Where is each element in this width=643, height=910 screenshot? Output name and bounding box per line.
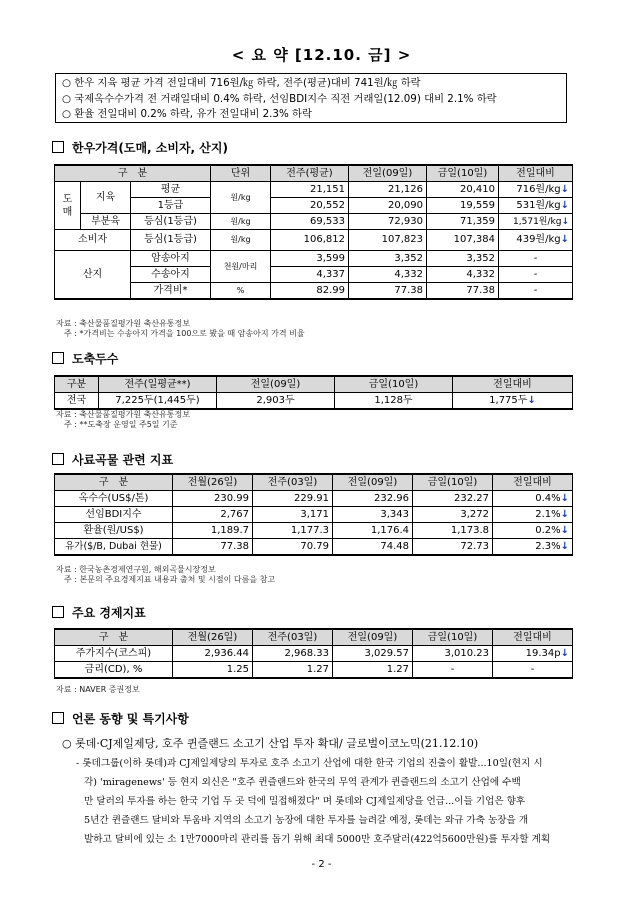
row-label: 유가($/B, Dubai 현물)	[55, 539, 173, 556]
change-cell	[493, 491, 573, 507]
header-cell: 금일(10일)	[413, 629, 493, 646]
table-row	[55, 539, 573, 556]
news-line: 발하고 달비에 있는 소 1만7000마리 관리를 돕기 위해 최대 5000만 호주달러(422억5600만원)를 투자할 계획	[84, 834, 551, 845]
value-cell: 7,225두(1,445두)	[99, 393, 217, 410]
down-arrow-icon: ↓	[560, 540, 569, 552]
header-cell: 구분	[55, 376, 99, 393]
header-cell: 전일대비	[493, 474, 573, 491]
table-header-row	[55, 165, 573, 182]
change-cell: -	[499, 283, 573, 300]
value-cell: 3,599	[271, 251, 349, 267]
table-row	[55, 662, 573, 679]
unit-cell: %	[211, 283, 271, 300]
header-cell: 금일(10일)	[427, 165, 499, 182]
value-cell: 77.38	[349, 283, 427, 300]
header-cell: 전일대비	[453, 376, 573, 393]
value-cell: 70.79	[253, 539, 333, 556]
feed-grain-table	[54, 473, 573, 556]
value-cell: 1,176.4	[333, 523, 413, 539]
value-cell: 2,767	[173, 507, 253, 523]
news-body	[76, 754, 571, 849]
down-arrow-icon: ↓	[560, 524, 569, 536]
summary-box	[55, 73, 567, 123]
row-label: 옥수수(US$/톤)	[55, 491, 173, 507]
value-cell: 230.99	[173, 491, 253, 507]
down-arrow-icon: ↓	[560, 183, 569, 195]
section-title: 주요 경제지표	[72, 606, 146, 620]
table-row	[55, 230, 573, 251]
carcass-label: 지육	[81, 182, 131, 214]
value-cell: 106,812	[271, 230, 349, 251]
section-heading-economy	[52, 604, 146, 621]
value-cell: 3,352	[349, 251, 427, 267]
value-cell: -	[413, 662, 493, 679]
header-cell: 전일대비	[499, 165, 573, 182]
value-cell: 3,010.23	[413, 646, 493, 662]
value-cell: 232.27	[413, 491, 493, 507]
change-cell	[493, 523, 573, 539]
footnote: 주 : **도축장 운영일 주5일 기준	[56, 420, 178, 429]
change-cell	[499, 182, 573, 198]
table-row	[55, 214, 573, 230]
value-cell: 1.27	[253, 662, 333, 679]
wholesale-label: 도 매	[55, 182, 81, 230]
change-value: 1,775두	[489, 394, 528, 406]
header-cell: 구 분	[55, 165, 211, 182]
change-value: 19.34p	[525, 647, 561, 659]
header-cell: 전월(26일)	[173, 474, 253, 491]
change-cell	[499, 198, 573, 214]
value-cell: 77.38	[427, 283, 499, 300]
summary-line: ○ 한우 지육 평균 가격 전일대비 716원/㎏ 하락, 전주(평균)대비 741원/㎏ 하락	[62, 77, 421, 89]
change-value: 0.2%	[535, 524, 561, 536]
value-cell: 82.99	[271, 283, 349, 300]
change-cell	[493, 646, 573, 662]
row-label: 등심(1등급)	[131, 230, 211, 251]
value-cell: 107,384	[427, 230, 499, 251]
unit-cell: 원/kg	[211, 182, 271, 214]
row-label: 전국	[55, 393, 99, 410]
checkbox-square-icon	[52, 453, 64, 465]
hanwoo-price-table	[54, 164, 573, 300]
footnote: 주 : 본문의 주요경제지표 내용과 출처 및 시점이 다름을 참고	[56, 575, 276, 584]
header-cell: 전일대비	[493, 629, 573, 646]
change-value: 1,571원/kg	[513, 216, 562, 227]
value-cell: 1,128두	[335, 393, 453, 410]
change-value: 2.3%	[535, 540, 561, 552]
value-cell: 72.73	[413, 539, 493, 556]
table-row	[55, 393, 573, 410]
unit-cell: 원/kg	[211, 214, 271, 230]
change-value: 531원/kg	[516, 199, 561, 211]
section-heading-hanwoo	[52, 139, 228, 156]
row-label: 1등급	[131, 198, 211, 214]
change-value: 0.4%	[535, 492, 561, 504]
row-label: 등심(1등급)	[131, 214, 211, 230]
table-header-row	[55, 376, 573, 393]
row-label: 선임BDI지수	[55, 507, 173, 523]
table-header-row	[55, 629, 573, 646]
source-note: 자료 : 축산물품질평가원 축산유통정보	[56, 410, 190, 419]
summary-line: ○ 국제옥수수가격 전 거래일대비 0.4% 하락, 선임BDI지수 직전 거래일(12.09) 대비 2.1% 하락	[62, 92, 497, 105]
news-line: 만 달러의 투자를 하는 한국 기업 두 곳 덕에 밀접해졌다" 며 롯데와 CJ제일제당을 언급...이들 기업은 향후	[84, 796, 526, 807]
source-note: 자료 : 한국농촌경제연구원, 해외곡물시장정보	[56, 565, 216, 574]
value-cell: 4,332	[349, 267, 427, 283]
header-cell: 단위	[211, 165, 271, 182]
value-cell: 20,410	[427, 182, 499, 198]
row-label: 암송아지	[131, 251, 211, 267]
header-cell: 금일(10일)	[335, 376, 453, 393]
table-row	[55, 198, 573, 214]
row-label: 평균	[131, 182, 211, 198]
header-cell: 전주(평균)	[271, 165, 349, 182]
change-cell	[453, 393, 573, 410]
page-number: - 2 -	[311, 859, 332, 870]
header-cell: 전일(09일)	[349, 165, 427, 182]
down-arrow-icon: ↓	[560, 199, 569, 211]
table-header-row	[55, 474, 573, 491]
header-cell: 전월(26일)	[173, 629, 253, 646]
value-cell: 77.38	[173, 539, 253, 556]
change-value: 439원/kg	[516, 234, 561, 245]
value-cell: 2,936.44	[173, 646, 253, 662]
checkbox-square-icon	[52, 141, 64, 153]
change-cell	[493, 507, 573, 523]
change-cell: -	[493, 662, 573, 679]
section-title: 한우가격(도매, 소비자, 산지)	[72, 141, 228, 155]
value-cell: 71,359	[427, 214, 499, 230]
section-heading-slaughter	[52, 350, 118, 367]
table-row	[55, 283, 573, 300]
value-cell: 69,533	[271, 214, 349, 230]
news-line: - 롯데그룹(이하 롯데)과 CJ제일제당의 투자로 호주 소고기 산업에 대한 한국 기업의 진출이 활발...10일(현지 시	[76, 758, 543, 769]
down-arrow-icon: ↓	[560, 647, 569, 659]
news-line: 각) 'miragenews' 등 현지 외신은 "호주 퀸즐랜드와 한국의 무역 관계가 퀸즐랜드의 소고기 산업에 수백	[84, 777, 521, 788]
header-cell: 구 분	[55, 474, 173, 491]
table-row	[55, 491, 573, 507]
table-row	[55, 523, 573, 539]
checkbox-square-icon	[52, 352, 64, 364]
news-line: 5년간 퀸즐랜드 달비와 투움바 지역의 소고기 농장에 대한 투자를 늘려갈 예정, 롯데는 와규 가축 농장을 개	[84, 815, 529, 826]
value-cell: 74.48	[333, 539, 413, 556]
value-cell: 1,189.7	[173, 523, 253, 539]
checkbox-square-icon	[52, 712, 64, 724]
row-label: 산지	[55, 251, 131, 300]
value-cell: 19,559	[427, 198, 499, 214]
row-label: 가격비*	[131, 283, 211, 300]
news-headline: ○ 롯데·CJ제일제당, 호주 퀸즐랜드 소고기 산업 투자 확대/ 글로벌이코노믹(21.12.10)	[62, 737, 479, 750]
row-label: 주가지수(코스피)	[55, 646, 173, 662]
change-cell: -	[499, 251, 573, 267]
header-cell: 전일(09일)	[333, 474, 413, 491]
slaughter-table	[54, 375, 573, 410]
header-cell: 구 분	[55, 629, 173, 646]
page-title: < 요 약 [12.10. 금] >	[231, 46, 412, 64]
value-cell: 2,903두	[217, 393, 335, 410]
header-cell: 전주(일평균**)	[99, 376, 217, 393]
source-note: 자료 : NAVER 증권정보	[56, 685, 140, 694]
economic-indicator-table	[54, 628, 573, 679]
section-title: 사료곡물 관련 지표	[72, 453, 174, 467]
down-arrow-icon: ↓	[560, 492, 569, 504]
value-cell: 3,343	[333, 507, 413, 523]
change-cell	[493, 539, 573, 556]
value-cell: 2,968.33	[253, 646, 333, 662]
change-cell: -	[499, 267, 573, 283]
down-arrow-icon: ↓	[560, 234, 569, 245]
header-cell: 전일(09일)	[217, 376, 335, 393]
value-cell: 229.91	[253, 491, 333, 507]
value-cell: 21,126	[349, 182, 427, 198]
value-cell: 1,173.8	[413, 523, 493, 539]
unit-cell: 원/kg	[211, 230, 271, 251]
header-cell: 전주(03일)	[253, 629, 333, 646]
table-row	[55, 507, 573, 523]
value-cell: 1.25	[173, 662, 253, 679]
summary-line: ○ 환율 전일대비 0.2% 하락, 유가 전일대비 2.3% 하락	[62, 108, 312, 120]
value-cell: 3,272	[413, 507, 493, 523]
value-cell: 20,552	[271, 198, 349, 214]
table-row	[55, 251, 573, 267]
value-cell: 107,823	[349, 230, 427, 251]
value-cell: 4,332	[427, 267, 499, 283]
checkbox-square-icon	[52, 606, 64, 618]
change-value: 716원/kg	[516, 183, 561, 195]
change-cell	[499, 214, 573, 230]
section-heading-news	[52, 710, 189, 727]
table-row	[55, 646, 573, 662]
value-cell: 20,090	[349, 198, 427, 214]
table-row	[55, 267, 573, 283]
unit-cell: 천원/마리	[211, 251, 271, 283]
row-label: 수송아지	[131, 267, 211, 283]
value-cell: 1,177.3	[253, 523, 333, 539]
value-cell: 3,029.57	[333, 646, 413, 662]
row-label: 부분육	[81, 214, 131, 230]
value-cell: 21,151	[271, 182, 349, 198]
header-cell: 전주(03일)	[253, 474, 333, 491]
header-cell: 금일(10일)	[413, 474, 493, 491]
down-arrow-icon: ↓	[560, 508, 569, 520]
value-cell: 72,930	[349, 214, 427, 230]
header-cell: 전일(09일)	[333, 629, 413, 646]
value-cell: 232.96	[333, 491, 413, 507]
row-label: 금리(CD), %	[55, 662, 173, 679]
source-note: 자료 : 축산물품질평가원 축산유통정보	[56, 319, 190, 328]
change-cell	[499, 230, 573, 251]
down-arrow-icon: ↓	[527, 394, 536, 406]
value-cell: 4,337	[271, 267, 349, 283]
value-cell: 3,352	[427, 251, 499, 267]
section-title: 도축두수	[72, 352, 119, 366]
footnote: 주 : *가격비는 수송아지 가격을 100으로 봤을 때 암송아지 가격 비율	[56, 329, 305, 338]
row-label: 환율(원/US$)	[55, 523, 173, 539]
table-row	[55, 182, 573, 198]
down-arrow-icon: ↓	[561, 216, 569, 227]
section-heading-feed	[52, 451, 173, 468]
value-cell: 3,171	[253, 507, 333, 523]
section-title: 언론 동향 및 특기사항	[72, 712, 189, 726]
value-cell: 1.27	[333, 662, 413, 679]
change-value: 2.1%	[535, 508, 561, 520]
row-label: 소비자	[55, 230, 131, 251]
